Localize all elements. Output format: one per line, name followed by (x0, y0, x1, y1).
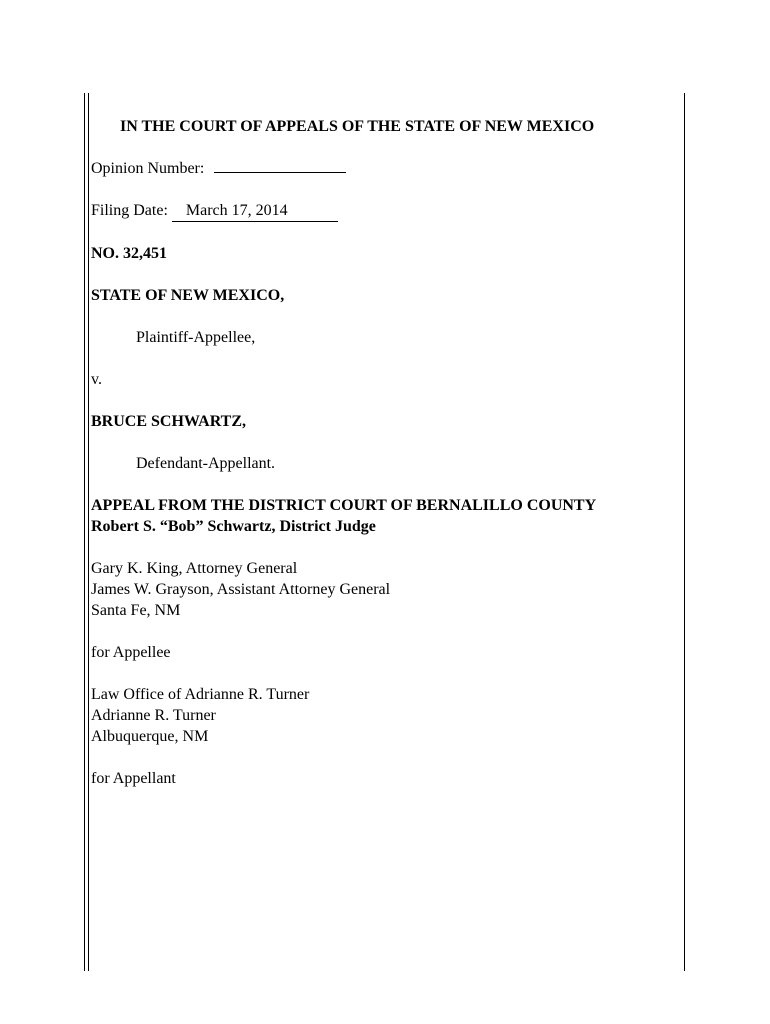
opinion-number-line (91, 158, 681, 179)
appeal-from: APPEAL FROM THE DISTRICT COURT OF BERNALILLO COUNTY (91, 497, 597, 514)
opinion-number-blank (214, 162, 346, 173)
for-appellee: for Appellee (91, 644, 171, 661)
plaintiff-role: Plaintiff-Appellee, (136, 329, 256, 346)
appellee-counsel-line-1: Gary K. King, Attorney General (91, 560, 298, 577)
filing-date-value: March 17, 2014 (172, 200, 338, 222)
defendant-name: BRUCE SCHWARTZ, (91, 413, 247, 430)
appellee-counsel-line-2: James W. Grayson, Assistant Attorney General (91, 581, 391, 598)
left-margin-rule (84, 93, 85, 971)
defendant-role: Defendant-Appellant. (136, 455, 276, 472)
appellee-counsel-line-3: Santa Fe, NM (91, 602, 181, 619)
filing-date-line (91, 200, 681, 222)
filing-date-label: Filing Date: (91, 202, 168, 219)
left-margin-rule-inner (88, 93, 89, 971)
appellant-counsel-line-3: Albuquerque, NM (91, 728, 209, 745)
appellant-counsel-line-1: Law Office of Adrianne R. Turner (91, 686, 310, 703)
case-number: NO. 32,451 (91, 245, 167, 262)
for-appellant: for Appellant (91, 770, 176, 787)
district-judge: Robert S. “Bob” Schwartz, District Judge (91, 518, 376, 535)
plaintiff-name: STATE OF NEW MEXICO, (91, 287, 285, 304)
versus: v. (91, 371, 102, 388)
right-margin-rule (684, 93, 685, 971)
court-heading: IN THE COURT OF APPEALS OF THE STATE OF NEW MEXICO (120, 118, 595, 135)
appellant-counsel-line-2: Adrianne R. Turner (91, 707, 216, 724)
opinion-caption (91, 116, 681, 789)
opinion-number-label: Opinion Number: (91, 160, 205, 177)
